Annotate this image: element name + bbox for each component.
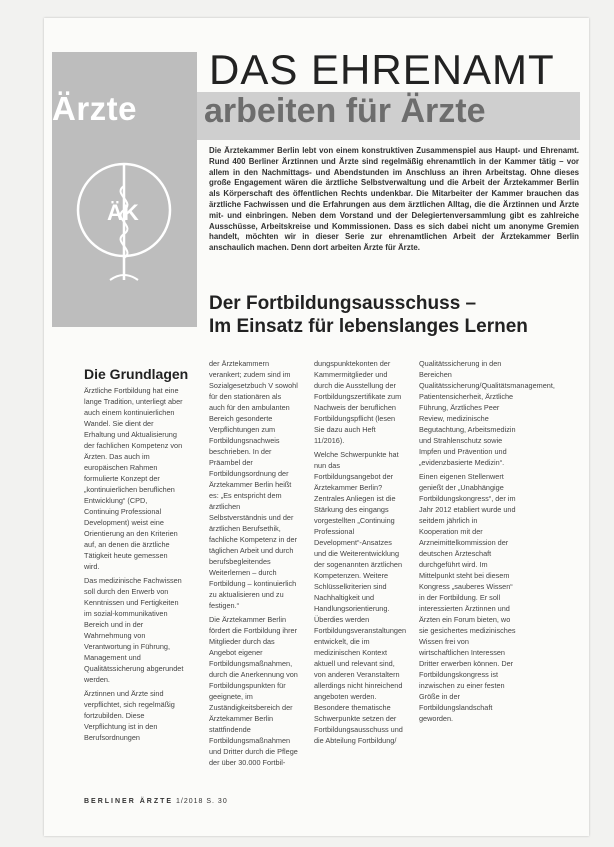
paragraph: dungspunktekonten der Kammermitglieder und durch die Ausstellung der Fortbildungszertifikate zum Nachweis der beruflichen Fortbildungspflicht (lesen Sie dazu auch Heft 11/2016). — [314, 359, 402, 445]
paragraph: Welche Schwerpunkte hat nun das Fortbildungsangebot der Ärztekammer Berlin? Zentrales Anliegen ist die Stärkung des eingangs vorgestellten „Continuing Professional Development“-Ansatzes und die Weiterentwicklung der sogenannten ärztlichen Kompetenzen. Weitere Schlüsselkriterien sind Nachhaltigkeit und Handlungsorientierung. Überdies werden Fortbildungsveranstaltungen entwickelt, die im medizinischen Kontext aktuell und relevant sind, von anderen Veranstaltern allerdings nicht hinreichend angeboten werden. Besondere thematische Schwerpunkte setzen der Fortbildungsausschuss und die Abteilung Fortbildung/ — [314, 450, 407, 745]
section-title — [209, 292, 589, 338]
paragraph: Ärztliche Fortbildung hat eine lange Tradition, unterliegt aber auch einem kontinuierlichen Wandel. Sie dient der Erhaltung und Aktualisierung der fachlichen Kompetenz von Ärzten. Das auch im europäischen Rahmen formulierte Konzept der „kontinuierlichen beruflichen Entwicklung“ (CPD, Continuing Professional Development) weist eine Orientierung an den Kriterien auf, an denen die ärztliche Tätigkeit heute gemessen wird. — [84, 386, 183, 571]
section-title-line1: Der Fortbildungsausschuss – — [209, 293, 477, 314]
page-title: DAS EHRENAMT — [209, 46, 555, 93]
page-footer — [84, 798, 228, 805]
page-subtitle: arbeiten für Ärzte — [204, 92, 486, 130]
text-column-2 — [209, 358, 299, 771]
footer-journal: BERLINER ÄRZTE — [84, 798, 174, 805]
intro-text: Die Ärztekammer Berlin lebt von einem konstruktiven Zusammenspiel aus Haupt- und Ehrenamt. Rund 400 Berliner Ärztinnen und Ärzte sind regelmäßig ehrenamtlich in der Kammer tätig – vor allem in den Nachmittags- und Abendstunden im Anschluss an ihren Arbeitstag. Ohne dieses große Engagement wären die ärztliche Selbstverwaltung und die Arbeit der Ärztekammer Berlin als Körperschaft des öffentlichen Rechts undenkbar. Die Mitarbeiter der Kammer brauchen das ärztliche Fachwissen und die Erfahrungen aus dem ärztlichen Alltag, die die Ärztinnen und Ärzte mit- und einbringen. Neben dem Vorstand und der Delegiertenversammlung gibt es zahlreiche Ausschüsse, Arbeitskreise und Kommissionen. Dass es sich dabei nicht um anonyme Gremien handelt, möchten wir in dieser Serie zur ehrenamtlichen Arbeit der Ärztekammer Berlin anschaulich machen. Denn dort arbeiten Ärzte für Ärzte. — [209, 146, 579, 253]
footer-issue: 1/2018 S. 30 — [176, 798, 228, 805]
text-column-3 — [314, 358, 407, 749]
aerztekammer-logo-icon — [72, 158, 177, 283]
paragraph: der Ärztekammern verankert; zudem sind im Sozialgesetzbuch V sowohl für den stationären als auch für den ambulanten Bereich gesonderte Verpflichtungen zum Fortbildungsnachweis beschrieben. In der Präambel der Fortbildungsordnung der Ärztekammer Berlin heißt es: „Es entspricht dem ärztlichen Selbstverständnis und der ärztlichen Berufsethik, fachliche Kompetenz in der täglichen Arbeit und durch berufsbegleitendes Weiterlernen – durch Fortbildung – kontinuierlich zu aktualisieren und zu festigen.“ — [209, 359, 298, 610]
paragraph: Die Ärztekammer Berlin fördert die Fortbildung ihrer Mitglieder durch das Angebot eigener Fortbildungsmaßnahmen, durch die Anerkennung von Fortbildungspunkten für geeignete, im Zuständigkeitsbereich der Ärztekammer Berlin stattfindende Fortbildungsmaßnahmen und Dritter durch die Pflege der über 30.000 Fortbil- — [209, 615, 298, 767]
paragraph: Qualitätssicherung in den Bereichen Qualitätssicherung/Qualitätsmanagement, Patientensicherheit, Ärztliche Führung, Ärztliches Peer Review, medizinische Begutachtung, Arbeitsmedizin und Strahlenschutz sowie Impfen und Prävention und „evidenzbasierte Medizin“. — [419, 359, 555, 467]
paragraph: Das medizinische Fachwissen soll durch den Erwerb von Kenntnissen und Fertigkeiten im sozial-kommunikativen Bereich und in der Wahrnehmung von Verantwortung in Führung, Management und Qualitätssicherung abgerundet werden. — [84, 576, 184, 684]
text-column-4 — [419, 358, 555, 727]
header-tag: Ärzte — [52, 90, 138, 127]
magazine-page — [44, 18, 589, 836]
text-column-1 — [84, 385, 184, 746]
column-heading: Die Grundlagen — [84, 366, 189, 382]
paragraph: Ärztinnen und Ärzte sind verpflichtet, sich regelmäßig fortzubilden. Diese Verpflichtung ist in den Berufsordnungen — [84, 689, 175, 742]
paragraph: Einen eigenen Stellenwert genießt der „Unabhängige Fortbildungskongress“, der im Jahr 2012 etabliert wurde und seitdem jährlich in Kooperation mit der Arzneimittelkommission der deutschen Ärzteschaft durchgeführt wird. Im Mittelpunkt steht bei diesem Kongress „sauberes Wissen“ in der Fortbildung. Er soll interessierten Ärztinnen und Ärzten ein Forum bieten, wo sie gesichertes medizinisches Wissen frei von wirtschaftlichen Interessen Dritter erwerben können. Der Fortbildungskongress ist inzwischen zu einer festen Größe in der Fortbildungslandschaft geworden. — [419, 472, 516, 723]
section-title-line2: Im Einsatz für lebenslanges Lernen — [209, 316, 528, 337]
logo-text: ÄK — [107, 200, 139, 225]
